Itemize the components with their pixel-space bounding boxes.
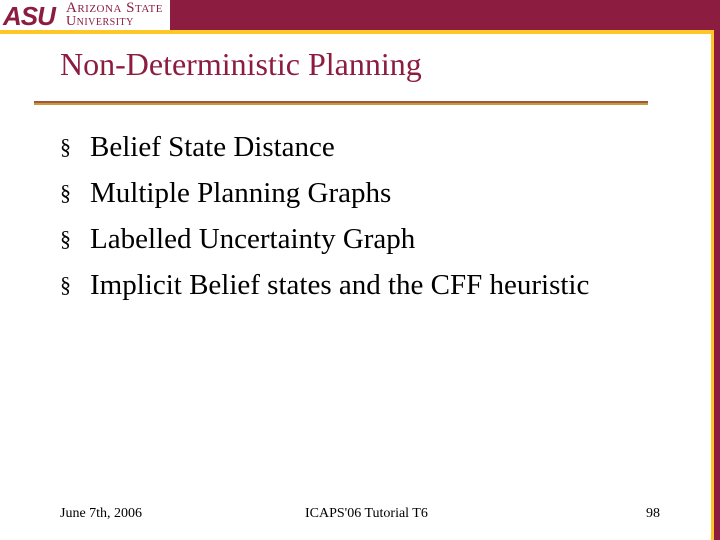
bullet-icon: § [60, 180, 71, 205]
svg-text:ASU: ASU [3, 1, 55, 29]
right-frame-gold [711, 34, 714, 540]
footer-event: ICAPS'06 Tutorial T6 [305, 506, 428, 521]
bullet-icon: § [60, 226, 71, 251]
bullet-text: Labelled Uncertainty Graph [90, 222, 416, 255]
title-underline-accent [34, 101, 648, 103]
logo-text-line2: University [66, 14, 134, 29]
asu-logo-icon [2, 1, 64, 29]
slide-title: Non-Deterministic Planning [60, 46, 422, 82]
university-logo [0, 0, 170, 30]
bullet-item [60, 124, 589, 170]
bullet-text: Belief State Distance [90, 130, 335, 163]
bullet-item [60, 262, 589, 308]
bullet-icon: § [60, 272, 71, 297]
footer-date: June 7th, 2006 [60, 506, 143, 521]
bullet-list [60, 124, 589, 308]
bullet-text: Implicit Belief states and the CFF heuristic [90, 268, 590, 301]
right-frame-border [714, 30, 720, 540]
header-gold-strip [0, 30, 720, 34]
logo-text-line1: Arizona State [66, 0, 163, 16]
bullet-text: Multiple Planning Graphs [90, 176, 392, 209]
page-number: 98 [646, 506, 660, 521]
bullet-item [60, 216, 589, 262]
bullet-icon: § [60, 134, 71, 159]
bullet-item [60, 170, 589, 216]
